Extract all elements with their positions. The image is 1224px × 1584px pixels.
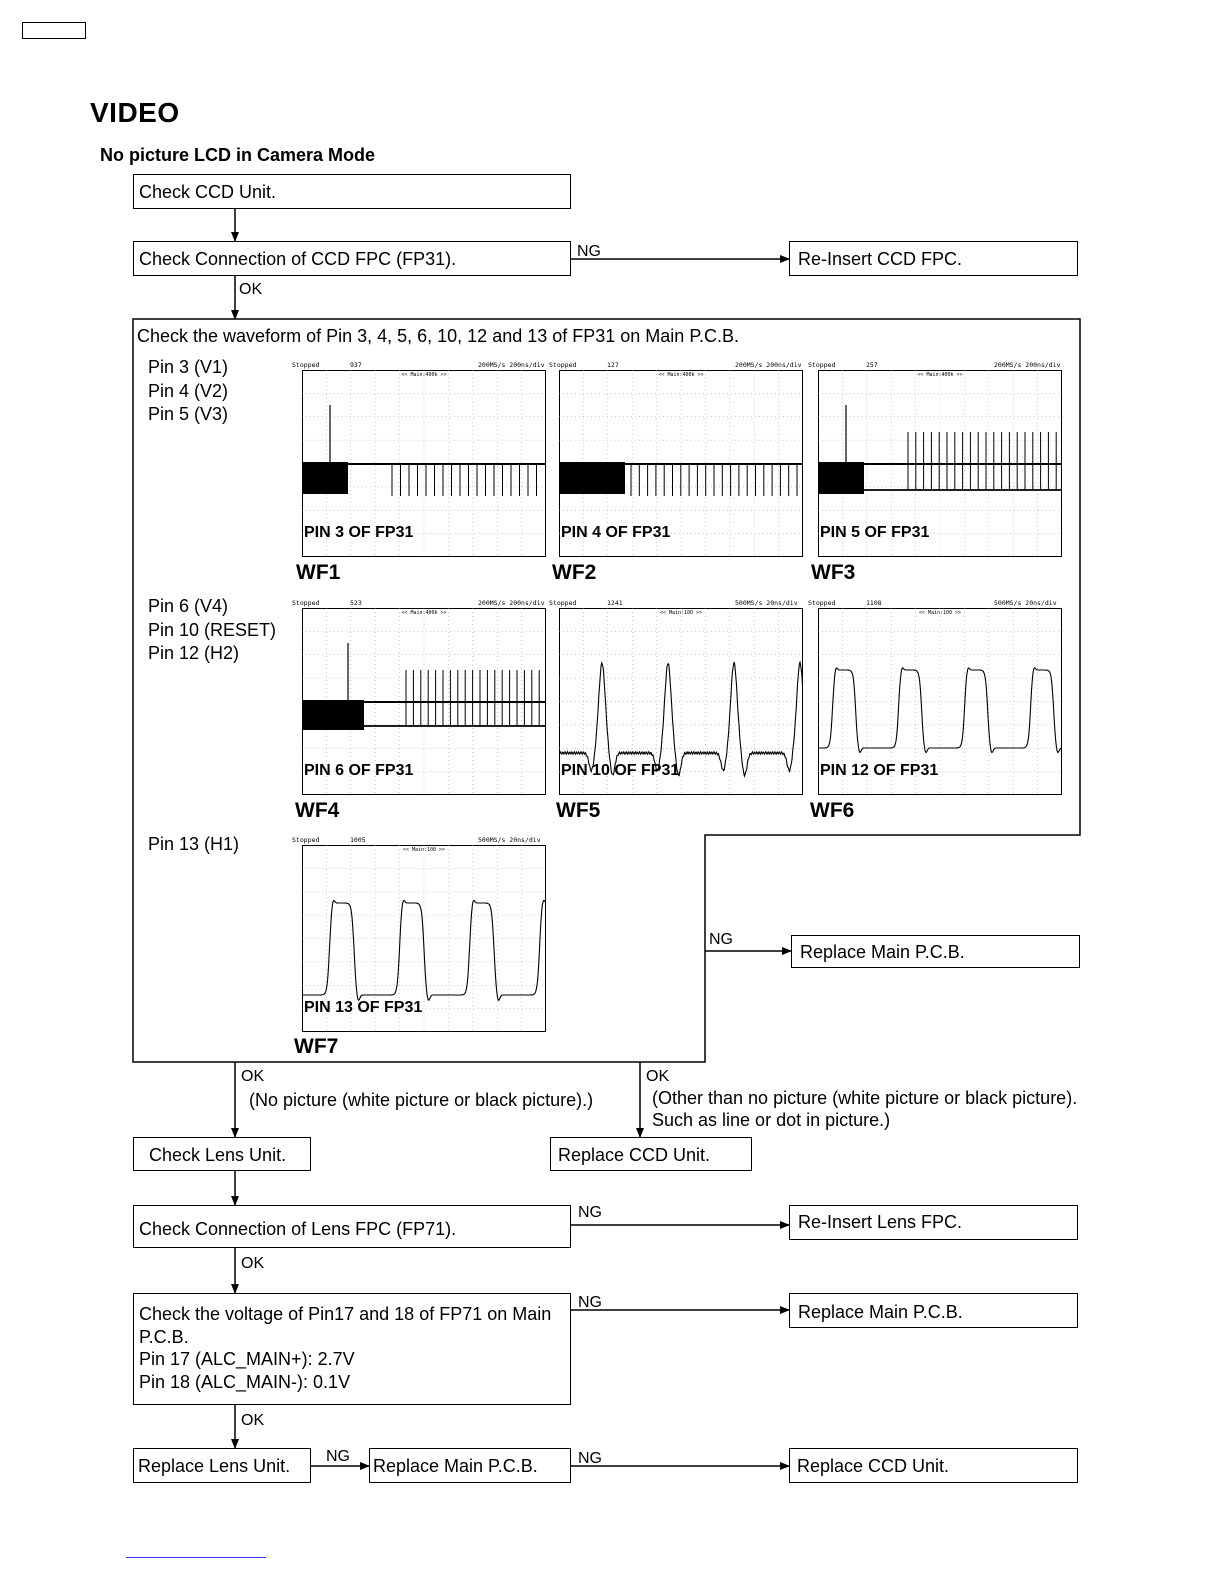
waveform-name-wf4: WF4 — [295, 799, 340, 822]
ng-label-replace-main: NG — [578, 1450, 602, 1467]
scope-pin-label: PIN 13 OF FP31 — [304, 999, 423, 1016]
trace-burst — [302, 700, 364, 730]
scope-rate: 200MS/s 200ns/div — [735, 361, 802, 369]
oscilloscope-wf2 — [549, 361, 803, 557]
ok-label-voltage: OK — [241, 1412, 265, 1429]
scope-rate: 500MS/s 20ns/div — [994, 599, 1057, 607]
pin-list-group-1 — [148, 356, 228, 427]
scope-pin-label: PIN 4 OF FP31 — [561, 524, 671, 541]
scope-pin-label: PIN 5 OF FP31 — [820, 524, 930, 541]
oscilloscope-wf4 — [292, 599, 546, 795]
check-ccd-unit-box: Check CCD Unit. — [133, 174, 571, 209]
scope-header — [549, 360, 805, 370]
page-title: VIDEO — [90, 97, 180, 128]
pin-list-item: Pin 13 (H1) — [148, 834, 240, 854]
ok-label-no-picture: OK — [241, 1068, 265, 1085]
check-ccd-fpc-box: Check Connection of CCD FPC (FP31). — [133, 241, 571, 276]
scope-status: Stopped — [549, 599, 577, 607]
scope-zoom: << Main:100 >> — [402, 847, 446, 853]
scope-header — [292, 835, 548, 845]
oscilloscope-wf3 — [808, 361, 1062, 557]
scope-status: Stopped — [549, 361, 577, 369]
voltage-check-line-1: Check the voltage of Pin17 and 18 of FP71 on Main — [139, 1304, 552, 1324]
scope-rate: 200MS/s 200ns/div — [478, 361, 545, 369]
scope-zoom: << Main:400k >> — [401, 610, 447, 616]
trace-burst — [559, 462, 625, 494]
scope-status: Stopped — [292, 836, 320, 844]
scope-status: Stopped — [808, 361, 836, 369]
pin-list-item: Pin 5 (V3) — [148, 404, 229, 424]
ok-label-other: OK — [646, 1068, 670, 1085]
scope-zoom: << Main:100 >> — [659, 610, 703, 616]
scope-rate: 500MS/s 20ns/div — [735, 599, 798, 607]
scope-zoom: << Main:400k >> — [917, 372, 963, 378]
waveform-name-wf3: WF3 — [811, 561, 856, 584]
scope-pin-label: PIN 3 OF FP31 — [304, 524, 414, 541]
replace-main-pcb-box-3: Replace Main P.C.B. — [369, 1448, 571, 1483]
scope-count: 1108 — [866, 599, 882, 607]
trace-burst — [818, 462, 864, 494]
scope-header — [292, 598, 548, 608]
pin-list-item: Pin 4 (V2) — [148, 380, 229, 401]
scope-count: 127 — [607, 361, 619, 369]
pin-list-item: Pin 6 (V4) — [148, 596, 229, 616]
ng-label-replace-lens: NG — [326, 1448, 350, 1465]
scope-pin-label: PIN 10 OF FP31 — [561, 762, 680, 779]
scope-status: Stopped — [292, 361, 320, 369]
scope-status: Stopped — [292, 599, 320, 607]
replace-ccd-unit-box-2: Replace CCD Unit. — [789, 1448, 1078, 1483]
other-note-line-2: Such as line or dot in picture.) — [652, 1110, 891, 1130]
waveform-name-wf1: WF1 — [296, 561, 341, 584]
scope-rate: 200MS/s 200ns/div — [994, 361, 1061, 369]
scope-count: 523 — [350, 599, 362, 607]
waveform-name-wf6: WF6 — [810, 799, 855, 822]
scope-header — [549, 598, 805, 608]
ok-label-ccd-fpc: OK — [239, 281, 263, 298]
reinsert-ccd-fpc-box: Re-Insert CCD FPC. — [789, 241, 1078, 276]
replace-main-pcb-box-2: Replace Main P.C.B. — [789, 1293, 1078, 1328]
scope-header — [808, 360, 1064, 370]
ng-label-ccd-fpc: NG — [577, 243, 601, 260]
scope-count: 257 — [866, 361, 878, 369]
other-note-line-1: (Other than no picture (white picture or black picture). — [652, 1088, 1078, 1108]
scope-zoom: << Main:400k >> — [658, 372, 704, 378]
oscilloscope-wf7 — [292, 836, 546, 1032]
voltage-check-line-4: Pin 18 (ALC_MAIN-): 0.1V — [139, 1371, 351, 1392]
scope-header — [808, 598, 1064, 608]
oscilloscope-wf1 — [292, 361, 546, 557]
trace-burst — [302, 462, 348, 494]
ng-label-lens-fpc: NG — [578, 1204, 602, 1221]
scope-count: 1005 — [350, 836, 366, 844]
ok-label-lens-fpc: OK — [241, 1255, 265, 1272]
replace-lens-unit-box: Replace Lens Unit. — [133, 1448, 311, 1483]
pin-list-group-2 — [148, 595, 276, 666]
check-lens-fpc-box: Check Connection of Lens FPC (FP71). — [133, 1205, 571, 1248]
voltage-check-box — [133, 1293, 571, 1405]
waveform-check-instruction: Check the waveform of Pin 3, 4, 5, 6, 10, 12 and 13 of FP31 on Main P.C.B. — [137, 326, 740, 346]
pin-list-group-3 — [148, 833, 239, 857]
scope-header — [292, 360, 548, 370]
page-subtitle: No picture LCD in Camera Mode — [100, 145, 376, 165]
check-lens-unit-box: Check Lens Unit. — [133, 1137, 311, 1171]
oscilloscope-wf6 — [808, 599, 1062, 795]
waveform-name-wf7: WF7 — [294, 1035, 339, 1058]
scope-zoom: << Main:100 >> — [918, 610, 962, 616]
oscilloscope-wf5 — [549, 599, 803, 795]
pin-list-item: Pin 10 (RESET) — [148, 619, 277, 640]
voltage-check-line-3: Pin 17 (ALC_MAIN+): 2.7V — [139, 1349, 355, 1369]
scope-rate: 500MS/s 20ns/div — [478, 836, 541, 844]
ng-label-waveform: NG — [709, 931, 733, 948]
ng-label-voltage: NG — [578, 1294, 602, 1311]
pin-list-item: Pin 3 (V1) — [148, 357, 229, 377]
scope-zoom: << Main:400k >> — [401, 372, 447, 378]
voltage-check-line-2: P.C.B. — [139, 1326, 189, 1347]
scope-status: Stopped — [808, 599, 836, 607]
reinsert-lens-fpc-box: Re-Insert Lens FPC. — [789, 1205, 1078, 1240]
no-picture-note: (No picture (white picture or black picture).) — [249, 1090, 594, 1110]
scope-pin-label: PIN 12 OF FP31 — [820, 762, 939, 779]
scope-rate: 200MS/s 200ns/div — [478, 599, 545, 607]
waveform-name-wf5: WF5 — [556, 799, 601, 822]
scope-pin-label: PIN 6 OF FP31 — [304, 762, 414, 779]
replace-ccd-unit-box-1: Replace CCD Unit. — [550, 1137, 752, 1171]
scope-count: 1241 — [607, 599, 623, 607]
waveform-name-wf2: WF2 — [552, 561, 597, 584]
pin-list-item: Pin 12 (H2) — [148, 643, 240, 663]
replace-main-pcb-box-1: Replace Main P.C.B. — [791, 935, 1080, 968]
scope-count: 937 — [350, 361, 362, 369]
